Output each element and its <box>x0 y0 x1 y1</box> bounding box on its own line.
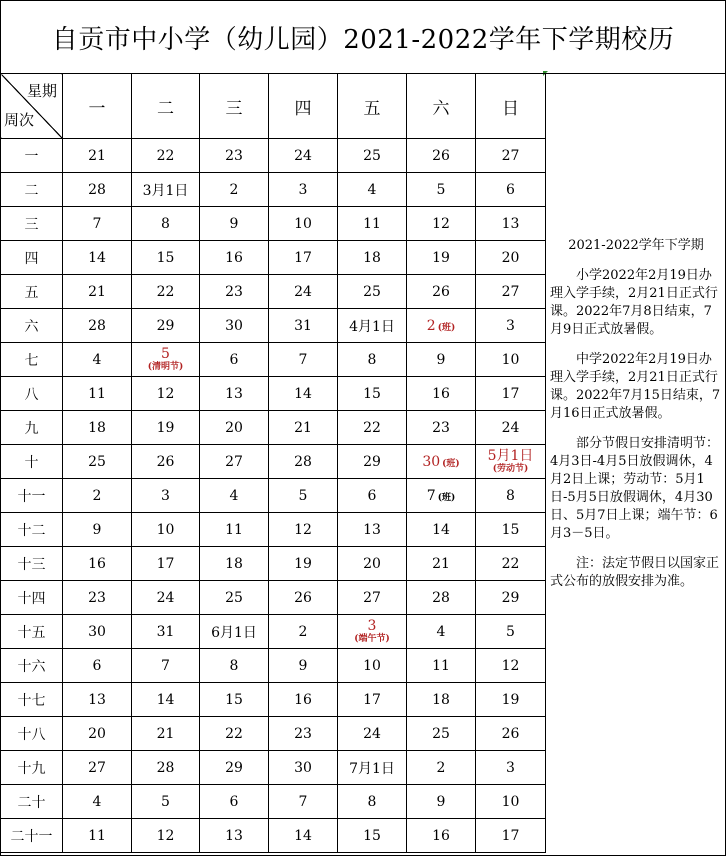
legal-holiday-note: 注：法定节假日以国家正式公布的放假安排为准。 <box>550 556 720 589</box>
date-value: 7 <box>426 487 436 504</box>
date-cell: 2 <box>200 173 269 207</box>
date-cell: 5 <box>132 785 200 819</box>
date-cell: 13 <box>200 819 269 853</box>
week-row <box>1 411 546 445</box>
week-number-cell: 二十 <box>1 785 63 819</box>
date-annotation: (劳动节) <box>492 464 529 474</box>
date-cell: 21 <box>63 139 132 173</box>
date-cell <box>407 445 476 479</box>
date-cell: 12 <box>132 377 200 411</box>
date-cell: 3 <box>132 479 200 513</box>
date-cell: 15 <box>476 513 546 547</box>
week-number-cell: 六 <box>1 309 63 343</box>
date-annotation: (班) <box>437 322 456 333</box>
date-cell: 15 <box>338 819 407 853</box>
date-cell: 19 <box>132 411 200 445</box>
date-cell: 28 <box>269 445 338 479</box>
page-title: 自贡市中小学（幼儿园）2021-2022学年下学期校历 <box>1 1 725 74</box>
date-cell: 12 <box>132 819 200 853</box>
date-cell: 2 <box>407 751 476 785</box>
weekday-header-fri: 五 <box>338 74 407 139</box>
week-number-cell: 十七 <box>1 683 63 717</box>
date-cell: 10 <box>476 785 546 819</box>
date-cell: 17 <box>476 819 546 853</box>
week-number-cell: 二十一 <box>1 819 63 853</box>
date-value: 5月1日 <box>487 448 534 464</box>
weekday-header-tue: 二 <box>132 74 200 139</box>
date-cell: 7 <box>269 343 338 377</box>
date-cell: 7月1日 <box>338 751 407 785</box>
week-number-cell: 十六 <box>1 649 63 683</box>
date-cell: 8 <box>200 649 269 683</box>
date-cell: 3 <box>269 173 338 207</box>
week-row <box>1 275 546 309</box>
date-cell: 27 <box>63 751 132 785</box>
date-cell: 26 <box>407 139 476 173</box>
week-row <box>1 819 546 853</box>
date-cell: 3月1日 <box>132 173 200 207</box>
week-row <box>1 513 546 547</box>
week-number-cell: 八 <box>1 377 63 411</box>
date-cell: 6 <box>200 343 269 377</box>
date-cell: 15 <box>338 377 407 411</box>
date-cell: 24 <box>269 139 338 173</box>
date-cell: 20 <box>338 547 407 581</box>
date-value: 5 <box>161 346 170 362</box>
week-row <box>1 785 546 819</box>
date-cell: 31 <box>269 309 338 343</box>
week-number-cell: 十八 <box>1 717 63 751</box>
date-cell: 5 <box>269 479 338 513</box>
date-cell: 2 <box>63 479 132 513</box>
date-cell: 9 <box>407 343 476 377</box>
date-cell: 29 <box>476 581 546 615</box>
weekday-header-sun: 日 <box>476 74 546 139</box>
date-cell: 24 <box>132 581 200 615</box>
date-cell: 3 <box>476 309 546 343</box>
weekday-header-sat: 六 <box>407 74 476 139</box>
date-cell: 23 <box>200 275 269 309</box>
week-row <box>1 581 546 615</box>
date-cell: 16 <box>63 547 132 581</box>
date-cell: 22 <box>476 547 546 581</box>
date-cell: 9 <box>200 207 269 241</box>
date-cell: 26 <box>269 581 338 615</box>
date-cell: 11 <box>407 649 476 683</box>
corner-header-cell <box>1 74 63 139</box>
date-cell: 24 <box>269 275 338 309</box>
date-cell: 27 <box>200 445 269 479</box>
date-cell: 4 <box>200 479 269 513</box>
date-cell: 6 <box>338 479 407 513</box>
date-cell <box>132 343 200 377</box>
date-cell: 7 <box>132 649 200 683</box>
date-cell: 15 <box>200 683 269 717</box>
week-axis-label: 周次 <box>4 111 35 129</box>
date-cell: 9 <box>407 785 476 819</box>
date-cell: 16 <box>407 819 476 853</box>
date-cell <box>407 309 476 343</box>
date-cell: 22 <box>200 717 269 751</box>
week-row <box>1 377 546 411</box>
date-cell: 13 <box>200 377 269 411</box>
date-cell: 21 <box>63 275 132 309</box>
week-number-cell: 三 <box>1 207 63 241</box>
header-row <box>1 74 546 139</box>
date-cell: 7 <box>269 785 338 819</box>
date-cell: 5 <box>407 173 476 207</box>
date-cell: 11 <box>200 513 269 547</box>
date-cell: 23 <box>407 411 476 445</box>
date-cell: 13 <box>63 683 132 717</box>
date-cell: 17 <box>338 683 407 717</box>
date-cell: 2 <box>269 615 338 649</box>
date-cell: 12 <box>476 649 546 683</box>
date-cell: 20 <box>63 717 132 751</box>
date-cell: 21 <box>269 411 338 445</box>
date-cell: 9 <box>269 649 338 683</box>
date-cell: 30 <box>63 615 132 649</box>
date-cell: 28 <box>132 751 200 785</box>
date-value: 30 <box>422 453 441 470</box>
date-cell: 10 <box>476 343 546 377</box>
date-cell: 18 <box>63 411 132 445</box>
date-cell: 11 <box>338 207 407 241</box>
date-cell: 7 <box>63 207 132 241</box>
week-row <box>1 479 546 513</box>
date-cell: 13 <box>476 207 546 241</box>
date-cell: 25 <box>63 445 132 479</box>
date-cell: 16 <box>407 377 476 411</box>
date-cell <box>476 445 546 479</box>
date-cell: 11 <box>63 377 132 411</box>
date-cell: 14 <box>63 241 132 275</box>
date-cell: 4月1日 <box>338 309 407 343</box>
week-row <box>1 445 546 479</box>
date-cell: 28 <box>407 581 476 615</box>
date-cell: 6月1日 <box>200 615 269 649</box>
date-cell: 19 <box>269 547 338 581</box>
week-row <box>1 683 546 717</box>
week-number-cell: 十一 <box>1 479 63 513</box>
weekday-header-mon: 一 <box>63 74 132 139</box>
date-annotation: (端午节) <box>354 634 390 644</box>
week-number-cell: 四 <box>1 241 63 275</box>
holiday-arrangement-note: 部分节假日安排清明节：4月3日-4月5日放假调休，4月2日上课；劳动节：5月1日-5月5日放假调休，4月30日、5月7日上课；端午节：6月3－5日。 <box>550 436 720 541</box>
date-cell: 4 <box>63 343 132 377</box>
date-cell: 25 <box>338 139 407 173</box>
week-number-cell: 十三 <box>1 547 63 581</box>
date-cell: 24 <box>338 717 407 751</box>
date-cell <box>407 479 476 513</box>
date-cell: 30 <box>269 751 338 785</box>
date-cell: 18 <box>200 547 269 581</box>
week-row <box>1 615 546 649</box>
date-cell: 14 <box>269 377 338 411</box>
date-cell: 10 <box>338 649 407 683</box>
date-cell: 3 <box>476 751 546 785</box>
date-cell: 29 <box>200 751 269 785</box>
date-cell: 23 <box>200 139 269 173</box>
weekday-axis-label: 星期 <box>26 82 57 100</box>
week-number-cell: 一 <box>1 139 63 173</box>
date-cell: 12 <box>269 513 338 547</box>
date-cell: 4 <box>407 615 476 649</box>
date-cell: 6 <box>63 649 132 683</box>
date-cell: 20 <box>476 241 546 275</box>
date-cell: 20 <box>200 411 269 445</box>
date-cell: 17 <box>132 547 200 581</box>
week-row <box>1 309 546 343</box>
week-number-cell: 七 <box>1 343 63 377</box>
date-cell: 29 <box>338 445 407 479</box>
date-cell: 10 <box>132 513 200 547</box>
date-cell: 26 <box>407 275 476 309</box>
date-cell: 18 <box>338 241 407 275</box>
week-number-cell: 五 <box>1 275 63 309</box>
date-cell: 6 <box>200 785 269 819</box>
date-cell: 8 <box>338 785 407 819</box>
calendar-table <box>0 73 546 853</box>
week-row <box>1 717 546 751</box>
date-annotation: (班) <box>442 458 460 469</box>
date-cell: 9 <box>63 513 132 547</box>
date-cell: 22 <box>132 139 200 173</box>
date-annotation: (班) <box>437 492 456 503</box>
date-cell: 10 <box>269 207 338 241</box>
date-cell: 23 <box>269 717 338 751</box>
date-cell: 14 <box>407 513 476 547</box>
date-cell: 13 <box>338 513 407 547</box>
date-cell: 25 <box>407 717 476 751</box>
week-row <box>1 173 546 207</box>
date-cell: 26 <box>476 717 546 751</box>
date-cell: 21 <box>132 717 200 751</box>
date-cell: 17 <box>269 241 338 275</box>
semester-notes-panel <box>545 73 725 854</box>
date-cell: 16 <box>269 683 338 717</box>
date-cell: 24 <box>476 411 546 445</box>
date-value: 3 <box>367 618 377 634</box>
date-annotation: (清明节) <box>147 362 184 372</box>
date-cell: 14 <box>269 819 338 853</box>
date-cell: 18 <box>407 683 476 717</box>
date-cell: 11 <box>63 819 132 853</box>
week-row <box>1 241 546 275</box>
primary-school-note: 小学2022年2月19日办理入学手续，2月21日正式行课。2022年7月8日结束，7月9日正式放暑假。 <box>550 268 718 337</box>
date-cell: 12 <box>407 207 476 241</box>
week-number-cell: 九 <box>1 411 63 445</box>
date-cell: 15 <box>132 241 200 275</box>
date-cell: 26 <box>132 445 200 479</box>
date-cell: 4 <box>63 785 132 819</box>
date-cell: 4 <box>338 173 407 207</box>
date-cell: 6 <box>476 173 546 207</box>
date-cell: 16 <box>200 241 269 275</box>
date-cell: 29 <box>132 309 200 343</box>
week-number-cell: 十二 <box>1 513 63 547</box>
date-cell: 8 <box>476 479 546 513</box>
weekday-header-thu: 四 <box>269 74 338 139</box>
date-cell <box>338 615 407 649</box>
date-cell: 19 <box>476 683 546 717</box>
date-cell: 5 <box>476 615 546 649</box>
weekday-header-wed: 三 <box>200 74 269 139</box>
date-cell: 17 <box>476 377 546 411</box>
week-row <box>1 751 546 785</box>
date-cell: 21 <box>407 547 476 581</box>
date-cell: 19 <box>407 241 476 275</box>
date-cell: 8 <box>132 207 200 241</box>
week-row <box>1 207 546 241</box>
date-cell: 25 <box>200 581 269 615</box>
date-cell: 25 <box>338 275 407 309</box>
date-cell: 14 <box>132 683 200 717</box>
date-cell: 30 <box>200 309 269 343</box>
week-number-cell: 十四 <box>1 581 63 615</box>
week-row <box>1 547 546 581</box>
middle-school-note: 中学2022年2月19日办理入学手续，2月21日正式行课。2022年7月15日结束，7月16日正式放暑假。 <box>550 352 721 421</box>
week-row <box>1 139 546 173</box>
date-cell: 27 <box>476 275 546 309</box>
date-cell: 31 <box>132 615 200 649</box>
date-cell: 8 <box>338 343 407 377</box>
date-cell: 27 <box>476 139 546 173</box>
date-cell: 22 <box>132 275 200 309</box>
date-cell: 28 <box>63 173 132 207</box>
notes-heading: 2021-2022学年下学期 <box>568 238 704 253</box>
week-row <box>1 649 546 683</box>
date-cell: 23 <box>63 581 132 615</box>
week-number-cell: 二 <box>1 173 63 207</box>
week-number-cell: 十五 <box>1 615 63 649</box>
date-cell: 22 <box>338 411 407 445</box>
week-row <box>1 343 546 377</box>
date-cell: 28 <box>63 309 132 343</box>
date-cell: 27 <box>338 581 407 615</box>
date-value: 2 <box>426 317 436 334</box>
week-number-cell: 十 <box>1 445 63 479</box>
week-number-cell: 十九 <box>1 751 63 785</box>
